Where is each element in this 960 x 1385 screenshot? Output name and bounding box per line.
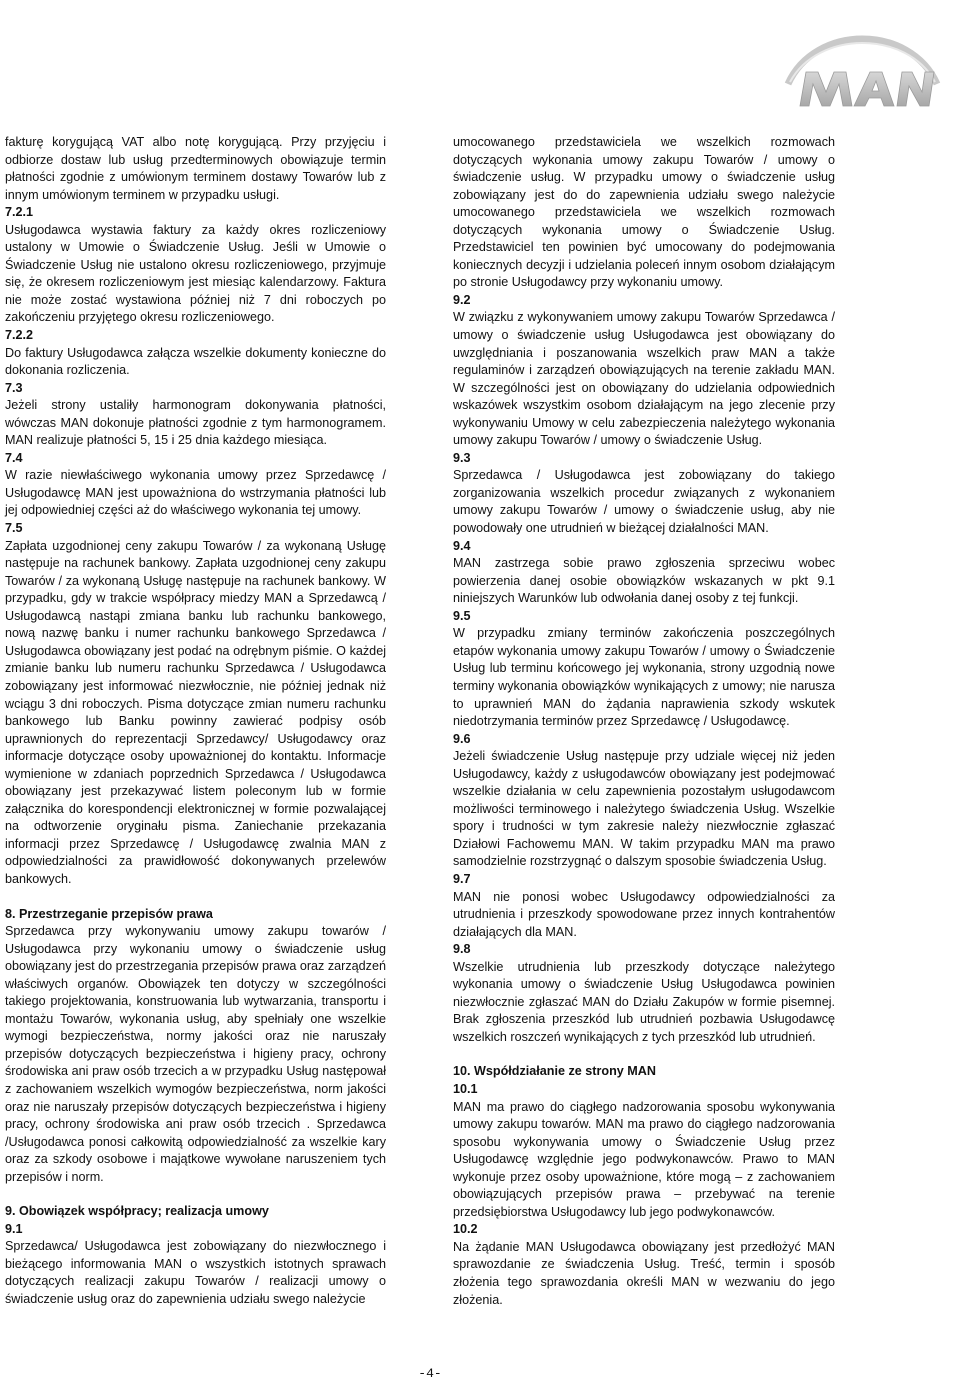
paragraph: Sprzedawca przy wykonywaniu umowy zakupu towarów / Usługodawca przy wykonaniu umowy o świadczenie usług obowiązany jest do przestrzegania przepisów prawa oraz zarządzeń właściwych organów. Obowiązek ten dotyczy w szczególności takiego projektowania, konstruowania lub wytwarzania, transportu i montażu Towarów, wykonania usług, aby spełniały one wszelkie wymogi bezpieczeństwa, normy jakości oraz nie naruszały przepisów dotyczących bezpieczeństwa i higieny pracy, ochrony środowiska ani praw osób trzecich a w przypadku Usług następował z zachowaniem wszelkich wymogów bezpieczeństwa, norm jakości oraz nie naruszały przepisów dotyczących bezpieczeństwa i higieny pracy, ochrony środowiska ani praw osób trzecich . Sprzedawca /Usługodawca ponosi całkowitą odpowiedzialność za wszelkie kary oraz za szkody osobowe i majątkowe wywołane naruszeniem tych przepisów i norm. bbox=[5, 924, 386, 1184]
paragraph: W przypadku zmiany terminów zakończenia poszczególnych etapów wykonania umowy zakupu Towarów / umowy o Świadczenie Usług lub terminu końcowego jej wykonania, strony uzgodnią nowe terminy wykonania obowiązków wynikających z umowy; nie narusza to uprawnień MAN do żądania naprawienia szkody wskutek niedotrzymania terminów przez Sprzedawcę / Usługodawcę. bbox=[453, 626, 835, 729]
paragraph: W razie niewłaściwego wykonania umowy przez Sprzedawcę / Usługodawcę MAN jest upoważniona do wstrzymania płatności lub jej odpowiedniej części aż do właściwego wykonania tej umowy. bbox=[5, 468, 386, 518]
section-number: 7.3 bbox=[5, 380, 23, 395]
section-number: 9.4 bbox=[453, 538, 471, 553]
right-column bbox=[453, 134, 835, 1309]
paragraph: Do faktury Usługodawca załącza wszelkie dokumenty konieczne do dokonania rozliczenia. bbox=[5, 345, 386, 378]
paragraph: MAN ma prawo do ciągłego nadzorowania sposobu wykonywania umowy zakupu towarów. MAN ma prawo do ciągłego nadzorowania sposobu wykonywania umowy o Świadczenie Usług przez Usługodawcę względnie jego podwykonawców. Prawo to MAN wykonuje przez osoby upoważnione, które mogą – z zachowaniem obowiązujących przepisów prawa – przebywać na terenie przedsiębiorstwa Usługodawcy lub jego podwykonawców. bbox=[453, 1099, 835, 1219]
page-number: -4- bbox=[418, 1366, 442, 1381]
left-column bbox=[5, 134, 386, 1309]
paragraph: Na żądanie MAN Usługodawca obowiązany jest przedłożyć MAN sprawozdanie ze świadczenia Usług. Treść, termin i sposób złożenia tego sprawozdania określi MAN w wezwaniu do jego złożenia. bbox=[453, 1239, 835, 1307]
paragraph: Sprzedawca / Usługodawca jest zobowiązany do takiego zorganizowania wszelkich procedur związanych z wykonaniem umowy zakupu Towarów / umowy o świadczenie usług, aby nie powodowały one utrudnień w bieżącej działalności MAN. bbox=[453, 468, 835, 536]
paragraph: Wszelkie utrudnienia lub przeszkody dotyczące należytego wykonania umowy o świadczenie Usług Usługodawca powinien niezwłocznie zgłaszać MAN do Działu Zakupów w formie pisemnej. Brak zgłoszenia przeszkód lub utrudnień pozbawia Usługodawcę wszelkich roszczeń wynikających z tych przeszkód lub utrudnień. bbox=[453, 959, 835, 1044]
section-heading: 9. Obowiązek współpracy; realizacja umowy bbox=[5, 1204, 269, 1219]
paragraph: umocowanego przedstawiciela we wszelkich rozmowach dotyczących wykonania umowy zakupu Towarów / umowy o świadczenie usług. W przypadku umowy o świadczenie usług zobowiązany jest do do zapewnienia udziału swego należycie umocowanego przedstawiciela we wszelkich rozmowach dotyczących wykonania umowy o Świadczenie Usług. Przedstawiciel ten powinien być umocowany do podejmowania koniecznych decyzji i udzielania poleceń innym osobom działającym po stronie Usługodawcy przy wykonaniu umowy. bbox=[453, 135, 835, 290]
section-heading: 10. Współdziałanie ze strony MAN bbox=[453, 1064, 656, 1079]
section-number: 10.2 bbox=[453, 1222, 478, 1237]
section-number: 9.8 bbox=[453, 942, 471, 957]
section-number: 7.5 bbox=[5, 521, 23, 536]
paragraph: W związku z wykonywaniem umowy zakupu Towarów Sprzedawca / umowy o świadczenie usług Usługodawca jest obowiązany do uwzględniania i poszanowania wszelkich praw MAN a także regulaminów i zarządzeń obowiązujących na terenie zakładu MAN. W szczególności jest on obowiązany do udzielania odpowiednich wskazówek wszystkim osobom działającym na jego zlecenie przy wykonywaniu Umowy w celu zabezpieczenia należytego wykonania umowy zakupu Towarów / umowy o świadczenie Usług. bbox=[453, 310, 835, 448]
section-number: 7.4 bbox=[5, 450, 23, 465]
paragraph: MAN nie ponosi wobec Usługodawcy odpowiedzialności za utrudnienia i przeszkody spowodowane przez innych kontrahentów działających dla MAN. bbox=[453, 889, 835, 939]
paragraph: MAN zastrzega sobie prawo zgłoszenia sprzeciwu wobec powierzenia danej osobie obowiązków wskazanych w pkt 9.1 niniejszych Warunków lub odwołania danej osoby z tej funkcji. bbox=[453, 556, 835, 606]
paragraph: Jeżeli świadczenie Usług następuje przy udziale więcej niż jeden Usługodawcy, każdy z usługodawców obowiązany jest podejmować wszelkie działania w celu zapewnienia pozostałym usługodawcom możliwości terminowego i należytego świadczenia Usług. Wszelkie spory i trudności w tym zakresie należy niezwłocznie zgłaszać Działowi Fachowemu MAN. W takim przypadku MAN ma prawo samodzielnie rozstrzygnąć o dalszym sposobie świadczenia Usług. bbox=[453, 749, 835, 869]
section-number: 9.2 bbox=[453, 292, 471, 307]
paragraph: Zapłata uzgodnionej ceny zakupu Towarów / za wykonaną Usługę następuje na rachunek bankowy. Zapłata uzgodnionej ceny zakupu Towarów / za wykonaną Usługę następuje na rachunek bankowy. W przypadku, gdy w trakcie współpracy miedzy MAN a Sprzedawcą / Usługodawcą nastąpi zmiana banku lub rachunku bankowego, nową nazwę banku i numer rachunku bankowego Sprzedawca / Usługodawca obowiązany jest podać na odrębnym piśmie. O każdej zmianie banku lub numeru rachunku Sprzedawca / Usługodawca zobowiązany jest informować niezwłocznie, nie później jednak niż wciągu 3 dni roboczych. Pisma dotyczące zmian numeru rachunku bankowego lub Banku powinny zawierać podpisy osób uprawnionych do reprezentacji Sprzedawcy/ Usługodawcy oraz informacje dotyczące osoby upoważnionej do kontaktu. Informacje wymienione w zdaniach poprzednich Sprzedawca / Usługodawca obowiązany jest przekazywać listem poleconym lub w formie załącznika do korespondencji elektronicznej w formie pozwalającej na odtworzenie oryginału pisma. Zaniechanie przekazania informacji przez Sprzedawcę / Usługodawcę zwalnia MAN z odpowiedzialności za prawidłowość dokonywanych przelewów bankowych. bbox=[5, 538, 386, 886]
man-logo bbox=[770, 10, 955, 115]
paragraph: Sprzedawca/ Usługodawca jest zobowiązany do niezwłocznego i bieżącego informowania MAN o wszystkich istotnych sprawach dotyczących realizacji zakupu Towarów / realizacji umowy o świadczenie usług oraz do zapewnienia udziału swego należycie bbox=[5, 1239, 386, 1306]
man-logo-icon bbox=[770, 10, 955, 115]
section-number: 9.6 bbox=[453, 731, 471, 746]
paragraph: Jeżeli strony ustaliły harmonogram dokonywania płatności, wówczas MAN dokonuje płatności zgodnie z tym harmonogramem. MAN realizuje płatności 5, 15 i 25 dnia każdego miesiąca. bbox=[5, 398, 386, 448]
section-number: 9.1 bbox=[5, 1221, 23, 1236]
section-number: 7.2.2 bbox=[5, 328, 34, 343]
paragraph: Usługodawca wystawia faktury za każdy okres rozliczeniowy ustalony w Umowie o Świadczenie Usług. Jeśli w Umowie o Świadczenie Usług nie ustalono okresu rozliczeniowego, przyjmuje się, że okresem rozliczeniowym jest miesiąc kalendarzowy. Faktura nie może zostać wystawiona później niż 7 dni roboczych po zakończeniu przyjętego okresu rozliczeniowego. bbox=[5, 222, 386, 325]
section-number: 9.3 bbox=[453, 450, 471, 465]
section-heading: 8. Przestrzeganie przepisów prawa bbox=[5, 906, 213, 921]
section-number: 7.2.1 bbox=[5, 205, 34, 220]
section-number: 9.7 bbox=[453, 871, 471, 886]
section-number: 9.5 bbox=[453, 608, 471, 623]
section-number: 10.1 bbox=[453, 1081, 478, 1096]
paragraph: fakturę korygującą VAT albo notę korygującą. Przy przyjęciu i odbiorze dostaw lub usług przedterminowych obowiązuje termin płatności zgodnie z umówionym terminem dostawy Towarów lub z innym umówionym terminem w przypadku usługi. bbox=[5, 135, 386, 202]
